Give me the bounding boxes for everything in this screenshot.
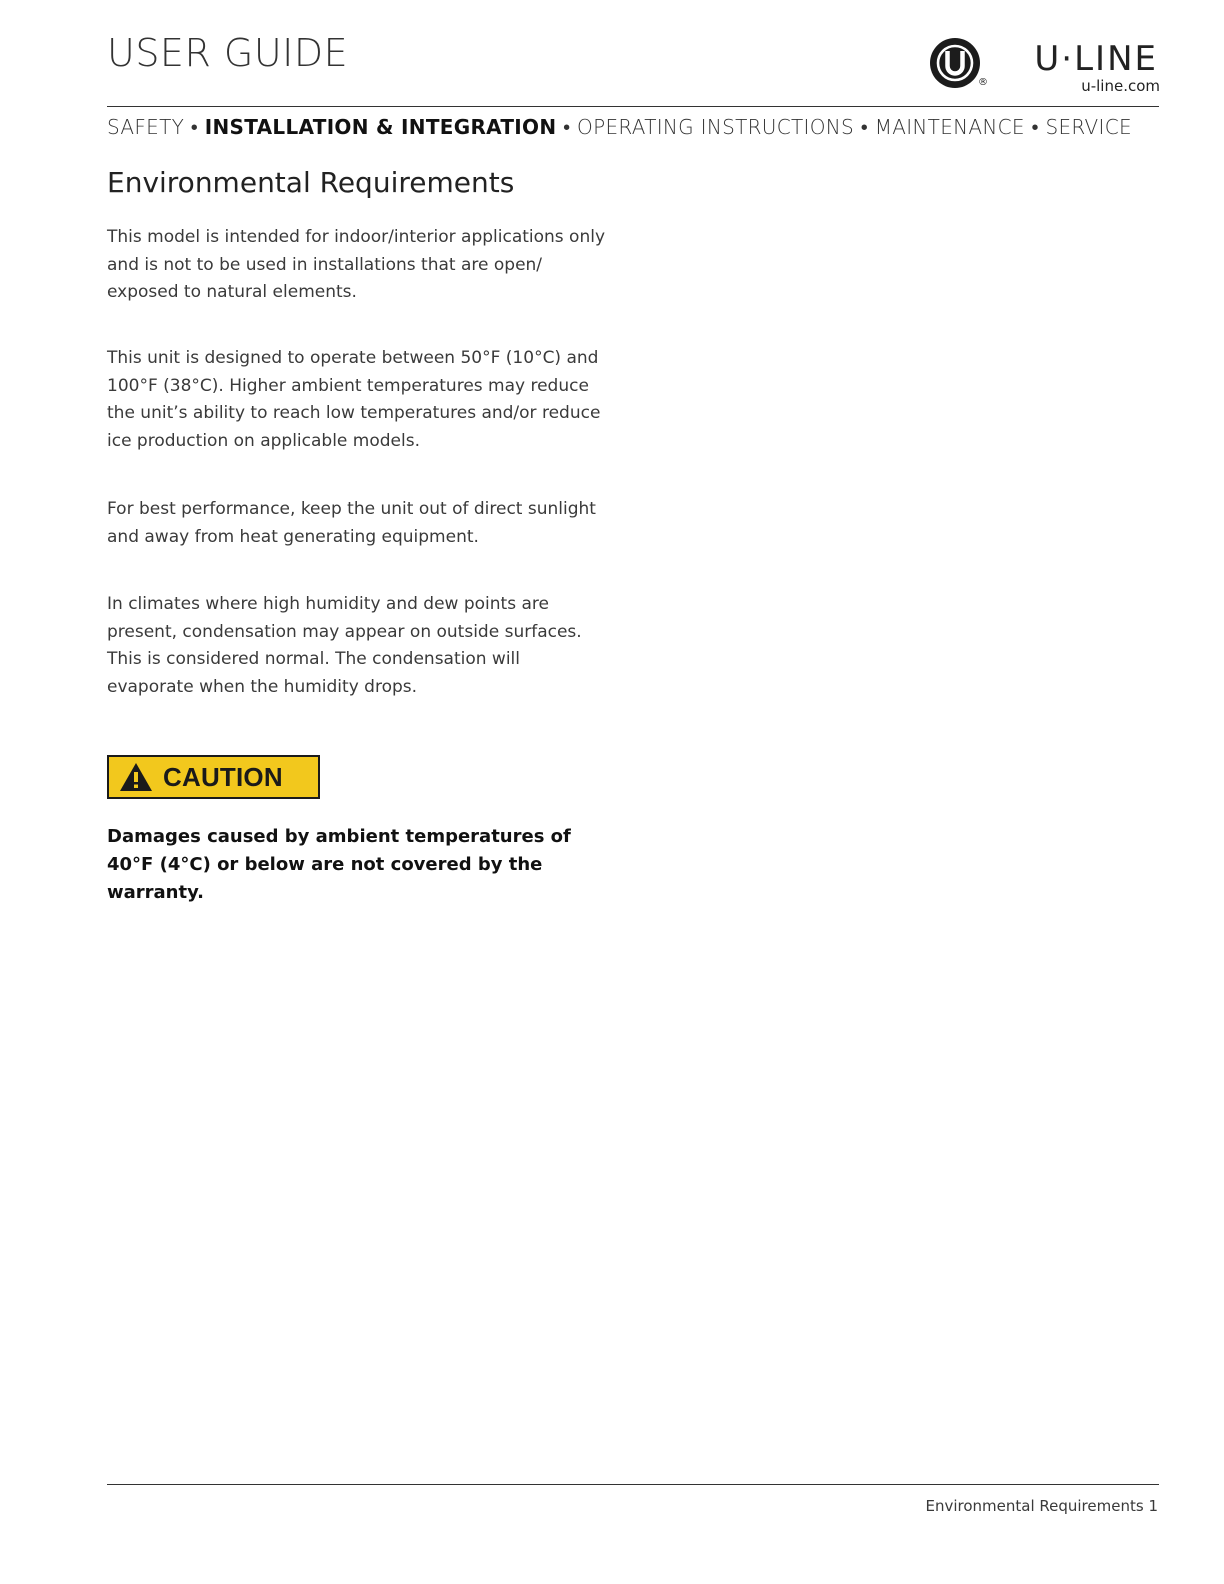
warning-triangle-icon	[119, 762, 153, 792]
nav-separator: •	[190, 115, 199, 139]
caution-text: Damages caused by ambient temperatures of 40°F (4°C) or below are not covered by the warranty.	[107, 826, 571, 903]
nav-separator: •	[1031, 115, 1039, 139]
nav-item-service: SERVICE	[1045, 115, 1132, 139]
page-footer	[925, 1497, 1158, 1515]
paragraph-indoor-use: This model is intended for indoor/interior applications only and is not to be used in installations that are open/ exposed to natural elements.	[107, 227, 606, 302]
section-nav	[107, 114, 1167, 140]
footer-divider	[107, 1484, 1159, 1485]
u-line-circle-logo-icon	[928, 36, 982, 90]
brand-logo	[928, 34, 1160, 94]
page-number: 1	[1148, 1497, 1158, 1515]
nav-item-safety: SAFETY	[107, 115, 185, 139]
brand-name: U·LINE	[1034, 39, 1158, 79]
paragraph-operating-temperature: This unit is designed to operate between 50°F (10°C) and 100°F (38°C). Higher ambient temperatures may reduce the unit’s ability to reach low temperatures and/or reduce ice production on applicable models.	[107, 348, 601, 451]
nav-separator: •	[860, 115, 869, 139]
section-heading: Environmental Requirements	[107, 166, 515, 199]
brand-url: u-line.com	[1081, 77, 1160, 95]
page-title: USER GUIDE	[107, 31, 349, 75]
registered-mark: ®	[978, 77, 988, 88]
nav-item-maintenance: MAINTENANCE	[874, 115, 1025, 139]
nav-item-operating-instructions: OPERATING INSTRUCTIONS	[577, 115, 855, 139]
caution-label: CAUTION	[163, 761, 283, 792]
footer-section-name: Environmental Requirements	[925, 1497, 1144, 1515]
paragraph-condensation: In climates where high humidity and dew points are present, condensation may appear on outside surfaces. This is considered normal. The condensation will evaporate when the humidity drops.	[107, 594, 582, 697]
header-divider	[107, 106, 1159, 107]
paragraph-sunlight: For best performance, keep the unit out of direct sunlight and away from heat generating equipment.	[107, 499, 596, 547]
nav-item-installation-integration: INSTALLATION & INTEGRATION	[204, 115, 557, 139]
nav-separator: •	[563, 115, 571, 139]
caution-label-box	[107, 755, 320, 799]
